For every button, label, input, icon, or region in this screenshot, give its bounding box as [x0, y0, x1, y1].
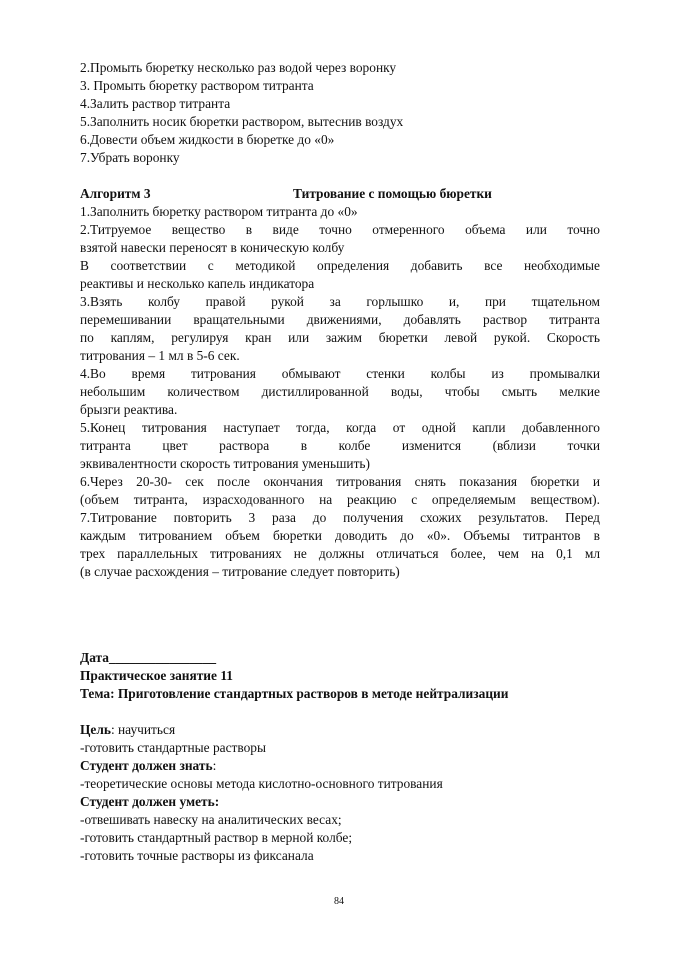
step-line: 6.Довести объем жидкости в бюретке до «0»	[80, 132, 335, 147]
know-label: Студент должен знать	[80, 758, 213, 773]
know-heading	[80, 757, 216, 775]
algorithm-line: перемешивании вращательными движениями, добавлять раствор титранта	[80, 312, 600, 327]
algorithm-line: В соответствии с методикой определения добавить все необходимые	[80, 258, 600, 273]
know-colon: :	[212, 758, 217, 773]
algorithm-line: 6.Через 20-30- сек после окончания титрования снять показания бюретки и	[80, 474, 600, 489]
algorithm-line: 4.Во время титрования обмывают стенки колбы из промывалки	[80, 366, 600, 381]
algorithm-line: титранта цвет раствора в колбе изменится (вблизи точки	[80, 438, 600, 453]
know-item: -теоретические основы метода кислотно-основного титрования	[80, 776, 443, 791]
algorithm-title: Титрование с помощью бюретки	[293, 186, 492, 201]
goal-label: Цель	[80, 722, 111, 737]
algorithm-line: трех параллельных титрованиях не должны отличаться более, чем на 0,1 мл	[80, 546, 600, 561]
algorithm-line: (в случае расхождения – титрование следует повторить)	[80, 564, 400, 579]
algorithm-line: каждым титрованием объем бюретки доводить до «0». Объемы титрантов в	[80, 528, 600, 543]
practical-title: Практическое занятие 11	[80, 668, 233, 683]
able-item: -готовить точные растворы из фиксанала	[80, 848, 314, 863]
able-item: -готовить стандартный раствор в мерной колбе;	[80, 830, 353, 845]
step-line: 2.Промыть бюретку несколько раз водой через воронку	[80, 60, 397, 75]
date-line: Дата________________	[80, 650, 217, 665]
step-line: 7.Убрать воронку	[80, 150, 180, 165]
algorithm-label: Алгоритм 3	[80, 186, 151, 201]
step-line: 3. Промыть бюретку раствором титранта	[80, 78, 314, 93]
step-line: 4.Залить раствор титранта	[80, 96, 231, 111]
algorithm-line: 3.Взять колбу правой рукой за горлышко и, при тщательном	[80, 294, 600, 309]
page-number: 84	[334, 896, 344, 907]
algorithm-line: по каплям, регулируя кран или зажим бюретки левой рукой. Скорость	[80, 330, 600, 345]
algorithm-line: титрования – 1 мл в 5-6 сек.	[80, 348, 240, 363]
goal-item: -готовить стандартные растворы	[80, 740, 267, 755]
algorithm-line: брызги реактива.	[80, 402, 178, 417]
algorithm-line: 7.Титрование повторить 3 раза до получения схожих результатов. Перед	[80, 510, 600, 525]
able-heading: Студент должен уметь:	[80, 794, 220, 809]
algorithm-line: эквивалентности скорость титрования уменьшить)	[80, 456, 370, 471]
algorithm-line: (объем титранта, израсходованного на реакцию с определяемым веществом).	[80, 492, 600, 507]
algorithm-line: 2.Титруемое вещество в виде точно отмеренного объема или точно	[80, 222, 600, 237]
algorithm-line: взятой навески переносят в коническую колбу	[80, 240, 345, 255]
goal-line	[80, 721, 175, 739]
topic-title: Тема: Приготовление стандартных растворов в методе нейтрализации	[80, 686, 509, 701]
able-item: -отвешивать навеску на аналитических весах;	[80, 812, 342, 827]
algorithm-line: 1.Заполнить бюретку раствором титранта до «0»	[80, 204, 358, 219]
algorithm-line: 5.Конец титрования наступает тогда, когда от одной капли добавленного	[80, 420, 600, 435]
algorithm-line: небольшим количеством дистиллированной воды, чтобы смыть мелкие	[80, 384, 600, 399]
step-line: 5.Заполнить носик бюретки раствором, вытеснив воздух	[80, 114, 404, 129]
algorithm-line: реактивы и несколько капель индикатора	[80, 276, 315, 291]
goal-text: : научиться	[110, 722, 176, 737]
